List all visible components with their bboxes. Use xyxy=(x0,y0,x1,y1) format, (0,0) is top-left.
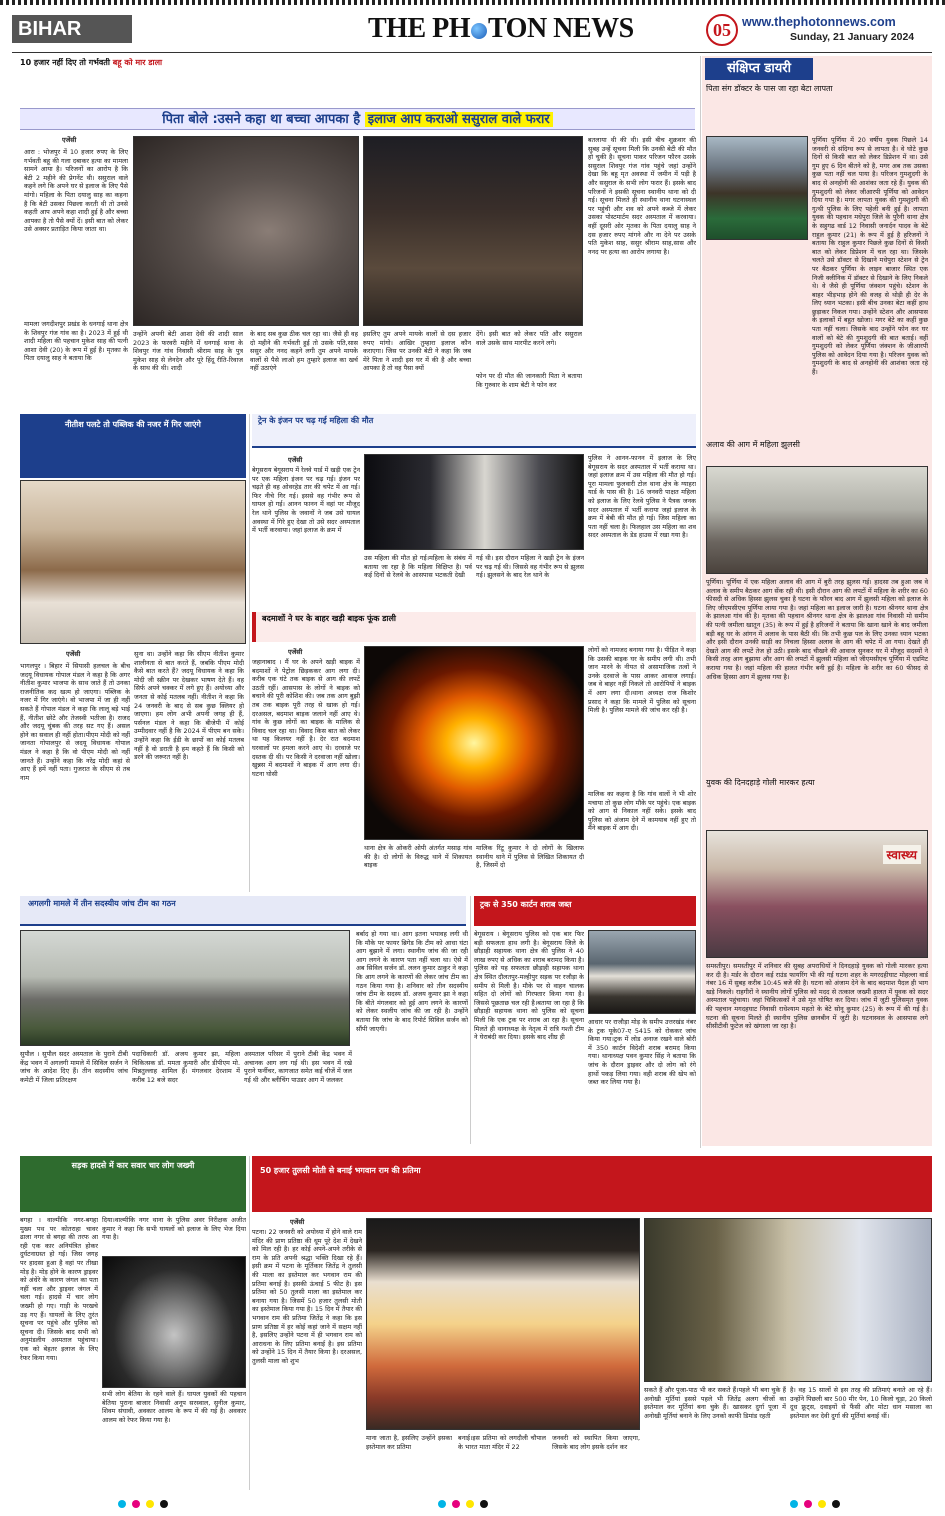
train-col3: गई थी। इस दौरान महिला ने खड़ी ट्रेन के इंजन पर चढ़ गई थी। जिससे वह गंभीर रूप से झुलस गई। झुलसने के बाद रेल थाने के xyxy=(476,554,584,580)
column-rule xyxy=(249,414,250,892)
diary-headline3: युवक की दिनदहाड़े गोली मारकर हत्या xyxy=(706,778,815,787)
accident-col2b: सभी लोग बेतिया के रहने वाले हैं। घायल युवकों की पहचान बेतिया पुराना बाजार निवासी अनूप सरस्वाल, सुनील कुमार, शिवम संघावी, अवकार आलम के रूप में की गई है। अवकार आलम को रेफर किया गया है। xyxy=(102,1390,246,1424)
story1-col6: बतलाया थी की थी। इसी बीच शुक्रवार की सुबह उन्हें सूचना मिली कि उनकी बेटी की मौत हो चुकी है। सूचना पाकर परिजन फौरन उसके ससुराल शिवपुर गंज गांव पहुंचे जहां उन्होंने देखा कि बहू मृत अवस्था में जमीन में पड़ी है और ससुराल के सभी लोग फरार हैं। इसके बाद परिजनों ने इसकी सूचना स्थानीय थाना को दी गई। सूचना मिलते ही स्थानीय थाना घटनास्थल पर पहुंची और शव को अपने कब्जे में लेकर उसका पोस्टमार्टम सदर अस्पताल में करवाया। वहीं दूसरी ओर मृतका के पिता दयालु साह ने दस हजार रुपए मांगने और ना देने पर उसके पति मुकेश साह, ससुर श्रीराम साह,सास और ननद पर हत्या का आरोप लगाया है। xyxy=(588,136,696,256)
registration-dot xyxy=(804,1500,812,1508)
registration-dot xyxy=(818,1500,826,1508)
diary-photo-crowd xyxy=(706,830,928,958)
bike-headline: बदमाशों ने घर के बाहर खड़ी बाइक फूंक डाली xyxy=(262,614,396,623)
nitish-col2: सुना था। उन्होंने कहा कि सीएम नीतीश कुमार शालीनता से बात करते हैं, जबकि पीएम मोदी कैसे बात करते हैं? जदयू विधायक ने कहा कि मोदी जी स्क्रीन पर देखकर भाषण देते हैं। वह सिर्फ अपने चक्कर में लगे हुए हैं। अयोध्या और जनता से कोई मतलब नहीं। नीतीश ने कहा कि 24 जनवरी के बाद से सब कुछ क्लियर हो जाएगा। हम लोग अभी अपनी जगह ही हैं, पर्सनल मंडल ने कहा कि बीजेपी में कोई उम्मीदवार नहीं है कि 2024 में पीएम बन सके। उन्होंने कहा कि ईडी के छापों का कोई मतलब नहीं है वो डराती है हम कहते हैं कि किसी को डरने की जरूरत नहीं है। xyxy=(134,650,244,762)
accident-col2: दिया।वाल्मीकि नगर थाना के पुलिस अवर निरीक्षक अजीत कुमार ने कहा कि सभी घायलों को इलाज के लिए भेज दिया गया है। xyxy=(102,1216,246,1242)
registration-dot xyxy=(438,1500,446,1508)
fire-col4: बर्बाद हो गया था। आग इतना भयावह लगी थी कि मौके पर फायर ब्रिगेड कि टीम को आधा घंटा आग बुझाने में लगा। स्थानीय जांच की जा रही आग लगने के कारण पता नहीं चला था। ऐसे में अब सिविल सर्जन डॉ. ललन कुमार ठाकुर ने कहा कि आग लगने के कारणों की लेकर जांच टीम का गठन किया गया है। शनिवार को तीन सदस्यीय जांच टीम के सदस्य डॉ. अजय कुमार झा ने कहा कि बीते मंगलवार को हुई आग लगने के कारणों को लेकर स्थलीय जांच की जा रही है। उन्होंने बताया कि जांच के बाद रिपोर्ट सिविल सर्जन को सौंपी जाएगी। xyxy=(356,930,468,1033)
story1-photo-family xyxy=(363,136,583,326)
tulsi-dateline: एजेंसी xyxy=(290,1218,305,1226)
diary-text3: समस्तीपुर। समस्तीपुर में शनिवार की सुबह अपराधियों ने दिनदहाड़े युवक को गोली मारकर हत्या कर दी है। मर्डर के दौरान कई राउंड फायरिंग भी की गई घटना शहर के मगरदहीघाट मोहल्ला वार्ड नंबर 16 में सुबह करीब 10:45 बजे की है। घटना को अंजाम देने के बाद बदमाश पैदल ही भाग खड़े निकले। राहगीरों ने स्थानीय लोगों पुलिस को मदद से तत्काल जख्मी हालत में युवक को सदर अस्पताल पहुंचाया। जहां चिकित्सकों ने उसे मृत घोषित कर दिया। जांच में जुटी पुलिसमृत युवक की पहचान मगदहघाट निवासी राधेश्याम महतो के बेटे सोनू कुमार (25) के रूप में की गई है। घटना की सूचना मिलते ही स्थानीय पुलिस छानबीन में जुटी है। घटनास्थल के आसपास लगे सीसीटीवी फुटेज को खंगाला जा रहा है। xyxy=(706,962,928,1031)
column-rule xyxy=(249,1156,250,1490)
diary-headline1: पिता संग डॉक्टर के पास जा रहा बेटा लापता xyxy=(706,84,833,93)
bike-headline-box xyxy=(252,612,696,642)
region-label: BIHAR xyxy=(12,15,132,43)
column-rule xyxy=(470,896,471,1144)
page-number: 05 xyxy=(706,14,738,46)
story1-photo-room xyxy=(133,136,359,326)
train-col2: उस महिला की मौत हो गई।महिला के संबंध में बताया जा रहा है कि महिला विक्षिप्त है। पर्व कई दिनों से रेलवे के आसपास भटकती देखी xyxy=(364,554,472,580)
tulsi-headline: 50 हजार तुलसी मोती से बनाई भगवान राम की प्रतिमा xyxy=(260,1166,421,1175)
nitish-headline-box xyxy=(20,414,246,478)
story1-dateline: एजेंसी xyxy=(62,136,77,144)
registration-strip xyxy=(0,0,945,5)
diary-headline2: अलाव की आग में महिला झुलसी xyxy=(706,440,801,449)
registration-dot xyxy=(160,1500,168,1508)
fire-photo-building xyxy=(20,930,350,1046)
bike-photo-fire xyxy=(364,646,584,840)
title-part-left: THE PH xyxy=(368,13,471,44)
registration-dot xyxy=(832,1500,840,1508)
train-headline: ट्रेन के इंजन पर चढ़ गई महिला की मौत xyxy=(258,416,374,425)
tulsi-col5: सकते हैं और पूजा-पाठ भी कर सकते हैं।पहले भी बना चुके हैं अनोखी मूर्तियां इससे पहले भी जितेंद्र अलग चीजों का इस्तेमाल कर मूर्तियां बना चुके हैं। खासकर दुर्गा पूजा में अनोखी मूर्तियां बनाने के लिए उनको काफी डिमांड रहती xyxy=(644,1386,786,1420)
story1-col2: उन्होंने अपनी बेटी आशा देवी की शादी साल 2023 के फरवरी महीने में धनगाई थाना के शिवपुर गंज गांव निवासी श्रीराम साह के पुत्र मुकेश साह से लेनदेन और पूरे हिंदू रीति-रिवाज के साथ की थी। शादी xyxy=(133,330,243,373)
story1-col3: के बाद सब कुछ ठीक चल रहा था। जैसे ही वह दो महीने की गर्भवती हुई तो उसके पति,सास ससुर और ननद कहने लगी तुम अपने मायके वालों से पैसे लाओ हम तुम्हारे इलाज का खर्च नहीं उठाएंगे xyxy=(250,330,358,373)
liquor-headline: ट्रक से 350 कार्टन शराब जब्त xyxy=(480,900,572,909)
masthead-title xyxy=(368,14,634,44)
website: www.thephotonnews.com xyxy=(742,15,896,29)
column-rule xyxy=(700,56,701,1148)
tulsi-photo-sculptor xyxy=(644,1218,932,1382)
tulsi-col6: है। वह 15 सालों से इस तरह की प्रतिमाएं बनाते आ रहे हैं। उन्होंने पिछली बार 500 मीर पेन, 10 किलो चूड़ा, 20 किलो दूध फ्रूट्स, दवाइयों से फैंसी और मोटा धान मसाला का इस्तेमाल कर देवी दुर्गा की मूर्तियां बनाई थीं। xyxy=(790,1386,932,1420)
story1-col5: देंगे। इसी बात को लेकर पति और ससुराल वाले उसके साथ मारपीट करने लगे। xyxy=(476,330,582,347)
train-dateline: एजेंसी xyxy=(288,456,303,464)
title-part-right: TON NEWS xyxy=(488,13,634,44)
story1-col1: आरा : भोजपुर में 10 हजार रुपए के लिए गर्भवती बहू की गला दबाकर हत्या का मामला सामने आया है। परिजनों का आरोप है कि बेटी 2 महीने की प्रेगनेंट थी। ससुराल वाले कहने लगे कि अपने घर से इलाज के लिए पैसे मांगो। महिला के पिता दयालु साह का कहना है कि बेटी उसका पिछला करती थी तो उनसे कहती आप अपने कहा शादी हुई है और बच्चा आपका है तो पैसे क्यों दें। इसी बात को लेकर उसे अक्सर प्रताड़ित किया जाता था। xyxy=(24,148,128,234)
diary-photo-fire-victim xyxy=(706,466,928,574)
bike-col1: जहानाबाद । मैं घर के अपने खड़ी बाइक में बदमाशों ने पेट्रोल छिड़ककर आग लगा दी। करीब एक घंटे तक बाइक से आग की लपटें उठती रहीं। आसपास के लोगों ने बाइक को बचाने की पूरी कोशिश की। जब तक आग बुझी तब तक बाइक पूरी तरह से खाक हो गई। दरअसल, बदमाश बाइक जलाने नहीं आए थे। गांव के कुछ लोगों का बाइक के मालिक से विवाद चल रहा था। विवाद किस बात को लेकर था यह किलयर नहीं है। देर रात बदमाश घरवालों पर हमला करने आए थे। दरवाजे पर दस्तक दी थी। पर किसी ने दरवाजा नहीं खोला। खुन्नस में बदमाशों ने बाइक में आग लगा दी। घटना घोसी xyxy=(252,658,360,778)
liquor-col2: आधार पर राजौड़ा मोड़ के समीप उत्तरखंड नंबर के ट्रक यूके07-ए 5415 को रोककर जांच किया गया।ट्रक में लोड अनाज रखने वाले बोरी में 350 कार्टन विदेशी शराब बरामद किया गया। थानाध्यक्ष पवन कुमार सिंह ने बताया कि जांच के दौरान ड्राइवर और दो लोग को रंगे हाथों पकड़ लिया गया। वही शराब की खेप को जब्त कर लिया गया है। xyxy=(588,1018,696,1087)
nitish-dateline: एजेंसी xyxy=(66,650,81,658)
registration-dot xyxy=(132,1500,140,1508)
registration-marks xyxy=(0,1496,945,1516)
masthead xyxy=(0,8,945,53)
train-col1: बेगूसराय बेगूसराय में रेलवे यार्ड में खड़ी एक ट्रेन पर एक महिला इंजन पर चढ़ गई। इंजन पर चढ़ते ही वह ओवरहेड तार की चपेट में आ गई। फिर नीचे गिर गई। इससे वह गंभीर रूप से घायल हो गई। आनन फानन में वहां पर मौजूद रेल थाने पुलिस के जवानों ने जब उसे घायल अवस्था में गिरे हुए देखा तो उसे सदर अस्पताल में भर्ती करवाया। जहां इलाज के क्रम में xyxy=(252,466,360,535)
story1-col1b: मामला जगदीशपुर प्रखंड के धनगाई थाना क्षेत्र के शिवपुर गंज गांव का है। 2023 में हुई थी शादी महिला की पहचान मुकेश साह की पत्नी आशा देवी (20) के रूप में हुई है। मृतका के पिता दयालु साह ने बताया कि xyxy=(24,320,128,363)
tulsi-col4: जनवरी को स्थापित किया जाएगा, जिसके बाद लोग इसके दर्शन कर xyxy=(552,1434,640,1451)
accident-col1: बगहा । वाल्मीकि नगर-बगहा मुख्य पथ पर कोतराहा चावर ढाला नगर से बगहा की तरफ आ रही एक कार अनियंत्रित होकर दुर्घटनाग्रस्त हो गई। जिस जगह पर हादसा हुआ है वहां पर तीखा मोड़ है। मोड़ होने के कारण ड्राइवर को अंधेरे के कारण जंगल का पता नहीं चला और ड्राइवर जंगल में चला गई। हादसे में चार लोग जख्मी हो गए। गाड़ी के परखचे उड़ गए हैं। घायलों के लिए तुरंत सूचना पर पहुंचे और पुलिस को सूचना दी। जिसके बाद सभी को अनुमंडलीय अस्पताल पहुंचाया। एक को बेहतर इलाज के लिए रेफर किया गया। xyxy=(20,1216,98,1362)
fire-col2: पदाधिकारी डॉ. अजय कुमार झा, महिला चिकित्सक डॉ. ममता कुमारी और डीपीएम मो. मिन्नतुल्लाह शामिल हैं। मंगलवार देरशाम में करीब 12 बजे सदर xyxy=(132,1050,240,1084)
train-headline-box xyxy=(252,414,696,448)
story1-col5b: फोन पर दी मौत की जानकारी पिता ने बताया कि गुरुवार के शाम बेटी ने फोन कर xyxy=(476,372,582,389)
story1-subhead-part1: पिता बोले :उसने कहा था बच्चा आपका है xyxy=(162,112,361,127)
fire-col1: सुपौल । सुपौल सदर अस्पताल के पुराने टीबी केंद्र भवन में अगलगी मामले में सिविल सर्जन ने जांच के आदेश दिए हैं। तीन सदस्यीय जांच कमेटी में जिला प्रतिरक्षण xyxy=(20,1050,128,1084)
registration-dot xyxy=(146,1500,154,1508)
tulsi-headline-box xyxy=(252,1156,932,1212)
bike-col4: लोगों को नामजद बनाया गया है। पीड़ित ने कहा कि उसकी बाइक घर के समीप लगी थी। तभी जान मारने के नीयत से असामाजिक तत्वों ने उनके दरवाजे के पास आकर आवाज लगाई। जब वे बाहर नहीं निकले तो आरोपियों ने बाइक में आग लगा दी।थाना अध्यक्ष राज किशोर प्रसाद ने कहा कि मामले में पुलिस को सूचना मिली है। पुलिस मामले की जांच कर रही है। xyxy=(588,646,696,715)
diary-text1: पूर्णिया पूर्णिया में 20 वर्षीय युवक पिछले 14 जनवरी से संदिग्ध रूप से लापता है। वे घोटे कुछ दिनों से किसी बात को लेकर डिप्रेशन में था। उसे गुम हुए 6 दिन बीतने को है, मगर अब तक उसका कुछ पता नहीं चल पाया है। परिजन गुमशुदगी के बाद से अनहोनी की आशंका जता रहे हैं। युवक की गुमशुदगी को लेकर जीआरपी पूर्णिया को आवेदन दिया गया है। मगर लापता युवक की गुमशुदगी की गुत्थी पुलिस के लिए पहेली बनी हुई है। लापता युवक की पहचान मधेपुरा जिले के पुरैनी थाना क्षेत्र के सहुगढ वार्ड 12 निवासी जनार्दन यादव के बेटे राहुल कुमार (21) के रूप में हुई है हरिजनों ने बताया कि राहुल कुमार पिछले कुछ दिनों से किसी बात को लेकर डिप्रेशन में चल रहा था। जिसके चलते उसे डॉक्टर से दिखाने मधेपुरा स्टेशन से ट्रेन पर बैठकर पूर्णिया के लाइन बाजार स्थित एक निजी क्लीनिक में डॉक्टर से दिखाने के लिए निकले थे। वे जैसे ही पूर्णिया जंक्शन पहुंचे। स्टेशन के बाहर भीड़भाड़ होने की वजह से थोड़ी ही देर के लिए ध्यान भटका। इसी बीच उनका बेटा कहीं हाथ छुड़ाकर निकल गया। उन्होंने स्टेशन और आसपास के इलाकों में बहुत खोजा। मगर बेटे का कहीं कुछ पता नहीं चला। जिसके बाद उन्होंने फोन कर घर वालों को बेटे की गुमशुदगी की बात बताई। वहीं गुमशुदगी को लेकर पूर्णिया जंक्शन के जीआरपी पुलिस को आवेदन दिया गया है। परिजन युवक को गुमशुदगी के बाद से अनहोनी की आशंका जता रहे हैं। xyxy=(812,136,928,377)
diary-photo-banner: स्वास्थ्य xyxy=(883,845,921,864)
diary-text2: पूर्णिया। पूर्णिया में एक महिला अलाव की आग में बुरी तरह झुलस गई। हादसा तब हुआ जब वे अलाव के समीप बैठकर आग सेंक रही थी। इसी दौरान आग की लपटों में महिला के शरीर का 60 फीसदी से अधिक हिस्सा झुलस चुका है घटना के फौरन बाद आग में झुलसी महिला को इलाज के लिए जीएमसीएच पूर्णिया लाया गया है। जहां महिला का इलाज जारी है। घटना श्रीनगर थाना क्षेत्र के झालआ गांव की है। मृतका की पहचान श्रीनगर थाना क्षेत्र के झालआ गांव निवासी मो समीम की पत्नी जमीला खातून (35) के रूप में हुई है हरिजनों ने बताया कि खाना खाने के बाद जमीला बड़ी बहू घर के आंगन में अलाव के पास बैठी थी। कि तभी कुछ पल के लिए उनका ध्यान भटका और इसी दौरान उनकी साड़ी का निचला हिस्सा अलाव के आग की चपेट में आ गया। देखते ही देखते आग की लपटें तेज हो उठी। इसके बाद चीखने की आवाज सुनकर घर में मौजूद सदस्यों ने किसी तरह आग बुझाया और आग की लपटों में झुलसी महिला को जीएमसीएच पूर्णिया में एडमिट कराया गया है। जहां महिला की हालत गंभीर बनी हुई है। महिला के शरीर का 60 फीसद से अधिक हिस्सा आग में झुलस गया है। xyxy=(706,578,928,681)
issue-date: Sunday, 21 January 2024 xyxy=(790,31,915,43)
bike-col4b: मालिक का कहना है कि गांव वालों ने भी शोर मचाया तो कुछ लोग मौके पर पहुंचे। एक बाइक को आग से निकाल नहीं सके। इसके बाद पुलिस को अंजाम देने में कामयाब नहीं हुए तो मैंने बाइक में आग दी। xyxy=(588,790,696,833)
story1-subhead xyxy=(20,108,695,130)
masthead-rule xyxy=(12,52,932,53)
story1-col4: इसलिए तुम अपने मायके वालों से दस हजार रुपए मांगो। आखिर तुम्हारा इलाज कौन कराएगा। जिस पर उनकी बेटी ने कहा कि जब मेरे पिता ने शादी इस घर में की है और बच्चा आपका है तो वह पैसा क्यों xyxy=(363,330,471,373)
bike-dateline: एजेंसी xyxy=(288,648,303,656)
liquor-photo-truck xyxy=(588,930,696,1014)
tulsi-photo-statue xyxy=(366,1218,640,1430)
story1-subhead-part2: इलाज आप कराओ ससुराल वाले फरार xyxy=(365,112,553,127)
story1-headline-part2: बहू को मार डाला xyxy=(112,58,163,67)
liquor-headline-box xyxy=(474,896,696,926)
liquor-col1: बेगूसराय । बेगूसराय पुलिस को एक बार फिर बड़ी सफलता हाथ लगी है। बेगूसराय जिले के छौड़ाही सहायक थाना क्षेत्र की पुलिस ने 40 लाख रुपए से अधिक का शराब बरामद किया है।पुलिस को यह सफलता छौड़ाही सहायक थाना क्षेत्र स्थित दौलतपुर-मल्हीपुर सड़क पर रजौड़ा के समीप से मिली है। मौके पर से वाहन चालक सहित दो लोगों को गिरफ्तार किया गया है। जिससे पूछताछ चल रही है।बताया जा रहा है कि छौड़ाही सहायक थाना को पुलिस को सूचना मिली कि एक ट्रक पर शराब आ रहा है। सूचना मिलते ही थानाध्यक्ष के नेतृत्व में रात्रि गश्ती टीम ने घेराबंदी कर दिया। इसके बाद शीघ्र ही xyxy=(474,930,584,1042)
nitish-col1: भागलपुर । बिहार में सियासी हलचल के बीच जदयू विधायक गोपाल मंडल ने कहा है कि अगर नीतीश कुमार भाजपा के साथ जाते हैं तो उनका राजनीतिक कद खत्म हो जाएगा। पब्लिक के नजर में गिर जाएंगे। वो भाजपा में जा ही नहीं सकते हैं गोपाल मंडल ने कहा कि लालू बड़े भाई हैं, नीतीश छोटे और तेजस्वी भतीजा है। राजद और जदयू चुंबक की तरह सट गए हैं। असल होने का सवाल ही नहीं होता।पीएम मोदी को नहीं जानता गोपालपुर से जदयू विधायक गोपाल मंडल ने कहा है कि वो पीएम मोदी को नहीं जानते हैं। उन्होंने कहा कि नरेंद्र मोदी कहां से आए हैं हमें नहीं पता। गुजरात के सीएम से तब नाम xyxy=(20,662,130,782)
accident-headline-box xyxy=(20,1156,246,1212)
story1-headline xyxy=(20,58,700,104)
globe-icon xyxy=(471,23,487,39)
bike-col2: थाना क्षेत्र के ओकरी ओपी अंतर्गत मसाढ़ गांव की है। दो लोगों के विरुद्ध थाने में शिकायत बाइक xyxy=(364,844,472,870)
tulsi-col3: बनाई।इस प्रतिमा को लगदौली चौपाल के भारत माता मंदिर में 22 xyxy=(458,1434,546,1451)
tulsi-col2: माना जाता है, इसलिए उन्होंने इसका इस्तेमाल कर प्रतिमा xyxy=(366,1434,452,1451)
train-photo-hospital xyxy=(364,454,584,550)
nitish-photo-politician xyxy=(20,480,246,644)
story1-headline-part1: 10 हजार नहीं दिए तो गर्भवती xyxy=(20,58,110,67)
accident-photo-car xyxy=(102,1256,246,1388)
fire-headline: अगलगी मामले में तीन सदस्यीय जांच टीम का गठन xyxy=(28,899,176,908)
nitish-headline: नीतीश पलटे तो पब्लिक की नजर में गिर जाएंगे xyxy=(65,420,201,429)
tulsi-col1: पटना। 22 जनवरी को अयोध्या में होने वाले राम मंदिर की प्राण प्रतिष्ठा की धूम पूरे देश में देखने को मिल रही है। हर कोई अपने-अपने तरीके से राम के प्रति अपनी श्रद्धा भक्ति दिखा रहे हैं। इसी क्रम में पटना के मूर्तिकार जितेंद्र ने तुलसी की माला का इस्तेमाल कर भगवान राम की प्रतिमा बनाई है। इसकी ऊंचाई 5 फीट है। इस प्रतिमा को 50 तुलसी माला का इस्तेमाल कर बनाया गया है। जिसमें 50 हजार तुलसी मोती का इस्तेमाल किया गया है। 15 दिन में तैयार की भगवान राम की प्रतिमा जितेंद्र ने कहा कि इस प्राण प्रतिष्ठा में हर कोई कहां जाने में सक्षम नहीं है, इसलिए उन्होंने पटना में ही भगवान राम को आराधना के लिए प्रतिमा बनाई है। इस प्रतिमा को उन्होंने 15 दिन में तैयार किया है। दरअसल, तुलसी माला को शुभ xyxy=(252,1228,362,1365)
fire-col3: अस्पताल परिसर में पुराने टीबी केंद्र भवन में अचानक आग लग गई थी। इस भवन में रखे पुराने फर्नीचर, कागजात समेत कई चीजें में जल गई थी और ब्लीचिंग पाउडर आग में जलकर xyxy=(244,1050,352,1084)
accident-headline: सड़क हादसे में कार सवार चार लोग जख्मी xyxy=(71,1161,195,1170)
registration-dot xyxy=(790,1500,798,1508)
registration-dot xyxy=(480,1500,488,1508)
train-col4: पुलिस ने आनन-फानन में इलाज के लिए बेगूसराय के सदर अस्पताल में भर्ती कराया था। जहां इलाज क्रम में उस महिला की मौत हो गई। पूरा मामला फुलवारी टोल थाना क्षेत्र के ग्याहरा यार्ड के पास की है। 16 जनवरी पाक्षत महिला को इलाज के लिए रेलवे पुलिस ने पैत्रक जनक सदर अस्पताल में भर्ती कराया जहां इलाज के क्रम में बेबी की मौत हो गई। जिस महिला का पता नहीं चला है। फिलहाल उस महिला का शव सदर अस्पताल के डेड हाउस में रखा गया है। xyxy=(588,454,696,540)
bike-col3: मालिक रिंटू कुमार ने दो लोगों के खिलाफ स्थानीय थाने में पुलिस से लिखित शिकायत दी है, जिसमें दो xyxy=(476,844,584,870)
registration-dot xyxy=(466,1500,474,1508)
diary-label: संक्षिप्त डायरी xyxy=(705,58,813,80)
fire-headline-box xyxy=(20,896,466,926)
registration-dot xyxy=(118,1500,126,1508)
registration-dot xyxy=(452,1500,460,1508)
